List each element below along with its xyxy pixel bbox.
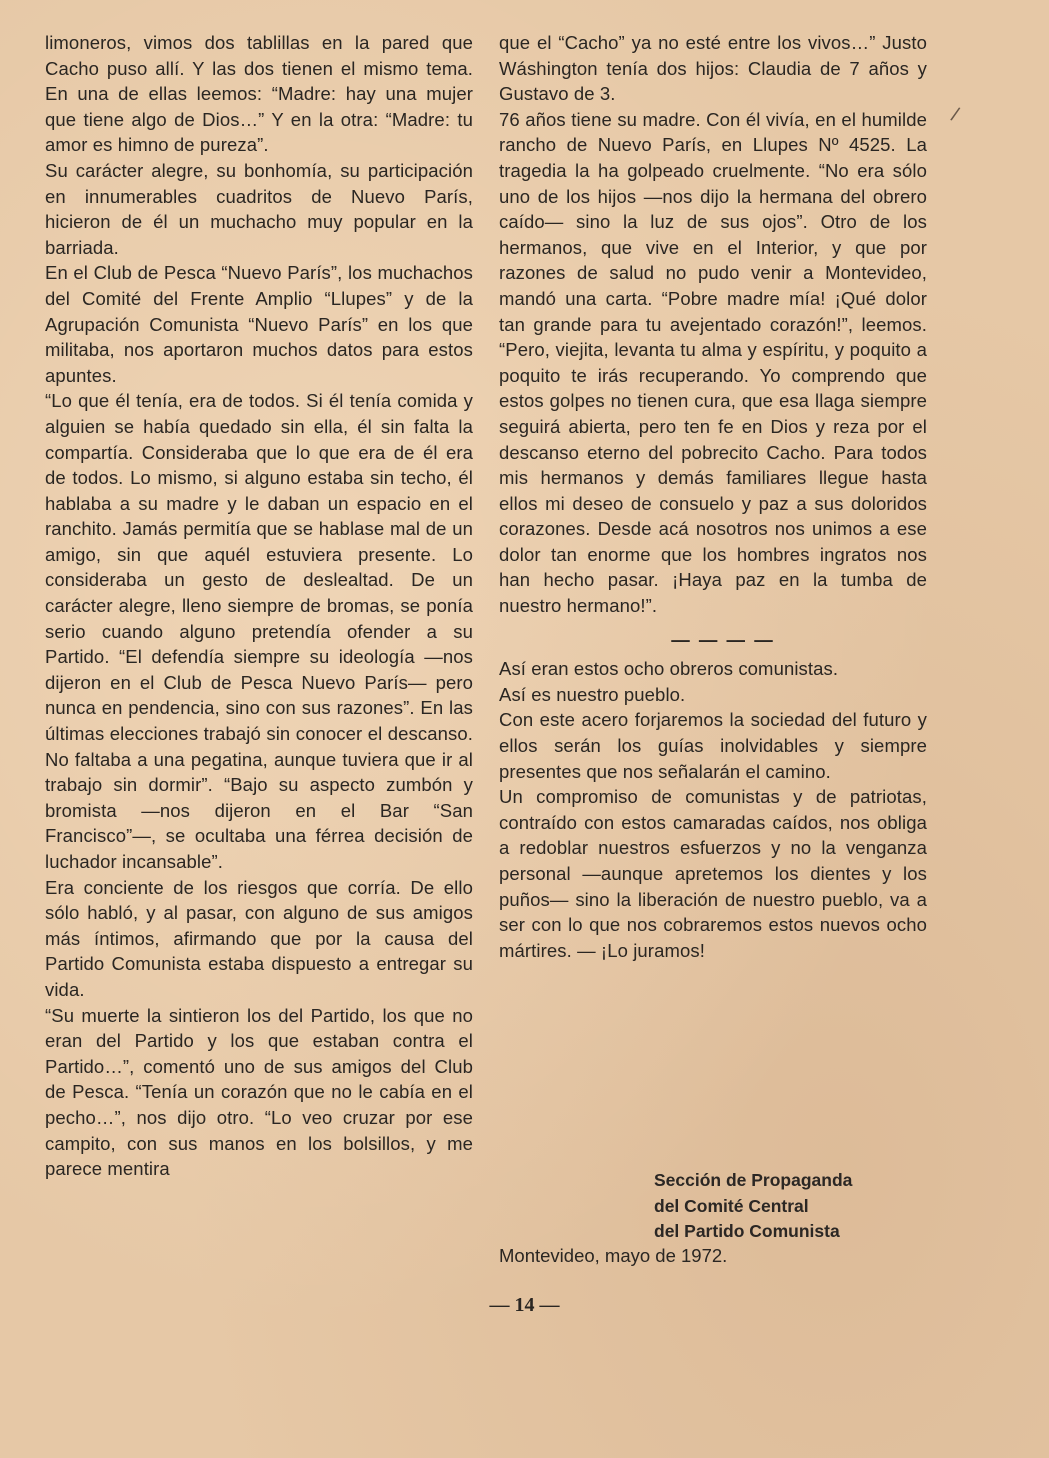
signature-line: del Comité Central [654, 1195, 809, 1216]
paragraph: que el “Cacho” ya no esté entre los vivos…” Justo Wáshington tenía dos hijos: Claudia de 7 años y Gustavo de 3. [499, 32, 927, 105]
paragraph: Era conciente de los riesgos que corría. De ello sólo habló, y al pasar, con alguno de sus amigos más íntimos, afirmando que por la causa del Partido Comunista estaba dispuesto a entregar su vida. [45, 876, 473, 1000]
paragraph: 76 años tiene su madre. Con él vivía, en el humilde rancho de Nuevo París, en Llupes Nº 4525. La tragedia la ha golpeado cruelmente. “No era sólo uno de los hijos —nos dijo la hermana del obrero caído— sino la luz de sus ojos”. Otro de los hermanos, que vive en el Interior, y que por razones de salud no pudo venir a Montevideo, mandó una carta. “Pobre madre mía! ¡Qué dolor tan grande para tu avejentado corazón!”, leemos. “Pero, viejita, levanta tu alma y espíritu, y poquito a poquito te irás recuperando. Yo comprendo que estos golpes no tienen cura, que esa llaga siempre seguirá abierta, pero ten fe en Dios y reza por el descanso eterno del pobrecito Cacho. Para todos mis hermanos y demás familiares llegue hasta ellos mi deseo de consuelo y paz a sus doloridos corazones. Desde acá nosotros nos unimos a ese dolor tan enorme que los hombres ingratos nos han hecho pasar. ¡Haya paz en la tumba de nuestro hermano!”. [499, 108, 927, 617]
closing-line: Así es nuestro pueblo. [499, 683, 686, 705]
closing-line: Así eran estos ocho obreros comunistas. [499, 658, 839, 680]
paragraph: “Lo que él tenía, era de todos. Si él tenía comida y alguien se había quedado sin ella, él sin falta la compartía. Consideraba que lo que era de él era de todos. Lo mismo, si alguno estaba sin techo, él hablaba a su madre y le daban un espacio en el ranchito. Jamás permitía que se hablase mal de un amigo, sin que aquél estuviera presente. Lo consideraba un gesto de deslealtad. De un carácter alegre, lleno siempre de bromas, se ponía serio cuando alguno pretendía ofender a su Partido. “El defendía siempre su ideología —nos dijeron en el Club de Pesca Nuevo París— pero nunca en pendencia, sino con sus razones”. En las últimas elecciones trabajó sin conocer el descanso. No faltaba a una pegatina, aunque tuviera que ir al trabajo sin dormir”. “Bajo su aspecto zumbón y bromista —nos dijeron en el Bar “San Francisco”—, se ocultaba una férrea decisión de luchador incansable”. [45, 390, 473, 872]
page-number: — 14 — [489, 1294, 560, 1316]
signature-line: Sección de Propaganda [654, 1170, 853, 1190]
signature-line: del Partido Comunista [654, 1221, 840, 1241]
paragraph: Su carácter alegre, su bonhomía, su participación en innumerables cuadritos de Nuevo París, hicieron de él un muchacho muy popular en la barriada. [45, 159, 473, 258]
right-column [499, 30, 927, 963]
paragraph: En el Club de Pesca “Nuevo París”, los muchachos del Comité del Frente Amplio “Llupes” y de la Agrupación Comunista “Nuevo París” en los que militaba, nos aportaron muchos datos para estos apuntes. [45, 262, 473, 386]
section-separator: — — — — [671, 628, 775, 650]
left-column [45, 30, 473, 1182]
paragraph: “Su muerte la sintieron los del Partido, los que no eran del Partido y los que estaban contra el Partido…”, comentó uno de sus amigos del Club de Pesca. “Tenía un corazón que no le cabía en el pecho…”, nos dijo otro. “Lo veo cruzar por ese campito, con sus manos en los bolsillos, y me parece mentira [45, 1004, 473, 1180]
margin-mark: / [948, 103, 962, 127]
closing-paragraph: Un compromiso de comunistas y de patriotas, contraído con estos camaradas caídos, nos obliga a redoblar nuestros esfuerzos y no la venganza personal —aunque apretemos los dientes y los puños— sino la liberación de nuestro pueblo, va a ser con lo que nos cobraremos estos nuevos ocho mártires. — ¡Lo juramos! [499, 786, 927, 961]
dateline: Montevideo, mayo de 1972. [499, 1245, 728, 1266]
closing-paragraph: Con este acero forjaremos la sociedad del futuro y ellos serán los guías inolvidables y siempre presentes que nos señalarán el camino. [499, 709, 927, 782]
signature-block [654, 1168, 852, 1245]
paragraph: limoneros, vimos dos tablillas en la pared que Cacho puso allí. Y las dos tienen el mismo tema. En una de ellas leemos: “Madre: hay una mujer que tiene algo de Dios…” Y en la otra: “Madre: tu amor es himno de pureza”. [45, 32, 473, 156]
